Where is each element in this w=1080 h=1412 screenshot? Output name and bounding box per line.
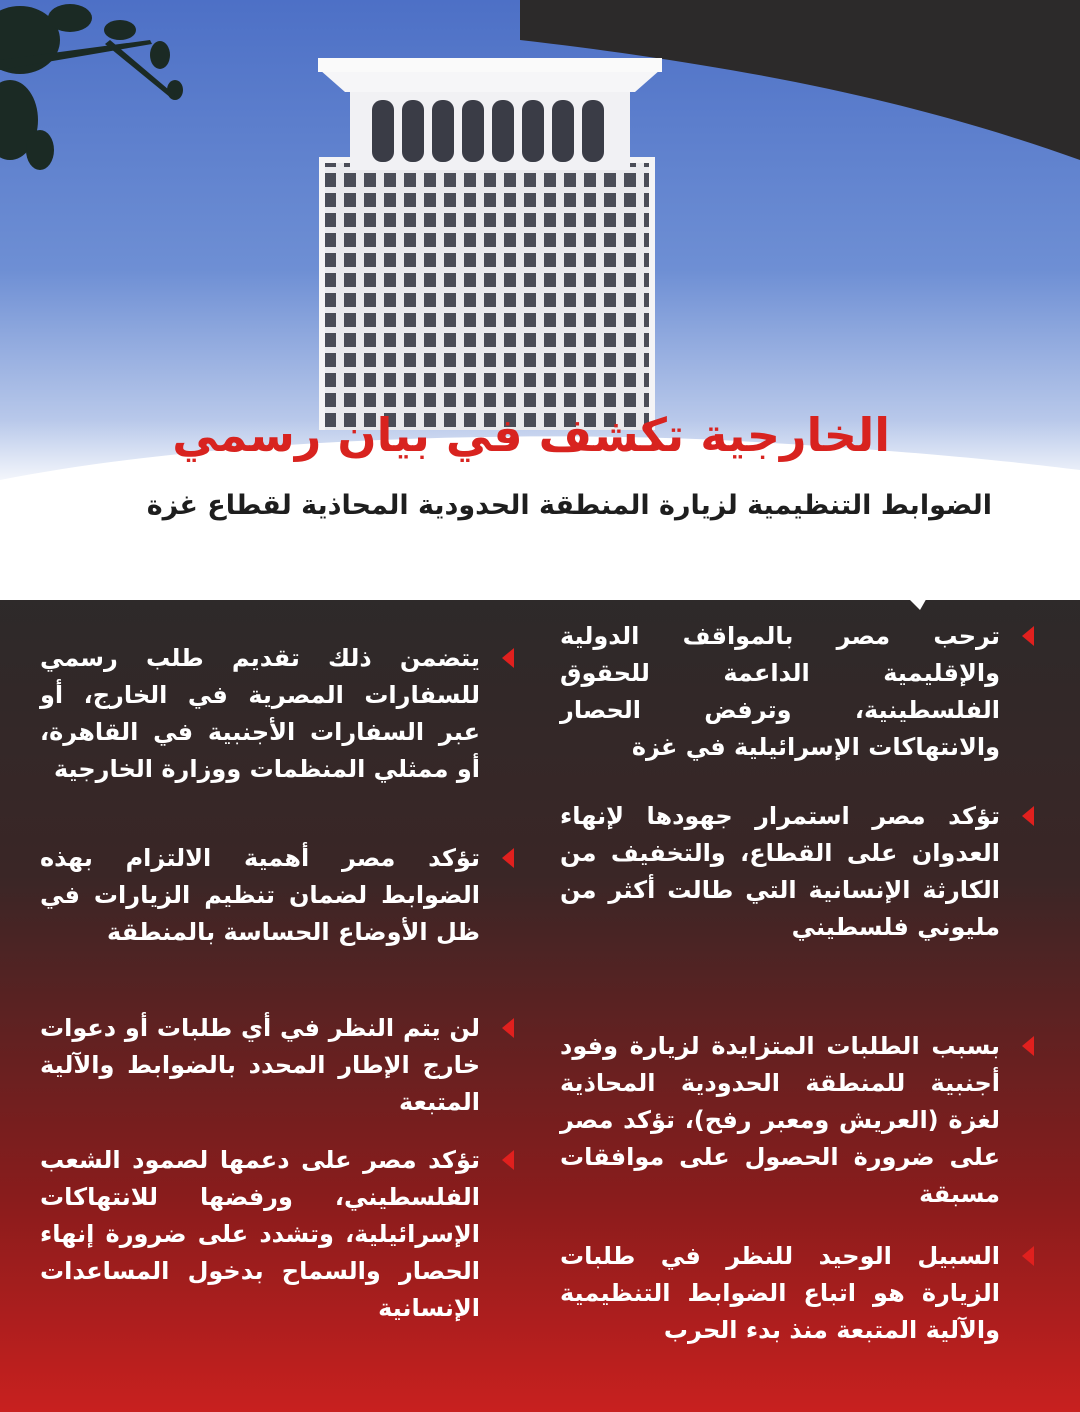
bullet-arrow-icon [502, 1150, 514, 1170]
statement-item [40, 1010, 480, 1142]
statement-item [40, 640, 480, 840]
page-subtitle: الضوابط التنظيمية لزيارة المنطقة الحدودية المحاذية لقطاع غزة [146, 490, 992, 521]
bullet-arrow-icon [502, 648, 514, 668]
statement-item [40, 1142, 480, 1327]
bullet-arrow-icon [1022, 1036, 1034, 1056]
bullet-arrow-icon [1022, 1246, 1034, 1266]
statement-item [560, 1028, 1000, 1238]
statement-text: بسبب الطلبات المتزايدة لزيارة وفود أجنبية للمنطقة الحدودية المحاذية لغزة (العريش ومعبر رفح)، تؤكد مصر على ضرورة الحصول على موافقات مسبقة [560, 1032, 1000, 1208]
statement-text: لن يتم النظر في أي طلبات أو دعوات خارج الإطار المحدد بالضوابط والآلية المتبعة [40, 1014, 480, 1116]
statement-text: ترحب مصر بالمواقف الدولية والإقليمية الداعمة للحقوق الفلسطينية، وترفض الحصار والانتهاكات الإسرائيلية في غزة [560, 622, 1000, 761]
statement-text: تؤكد مصر أهمية الالتزام بهذه الضوابط لضمان تنظيم الزيارات في ظل الأوضاع الحساسة بالمنطقة [40, 844, 480, 946]
statement-item [560, 1238, 1000, 1349]
statement-item [560, 798, 1000, 1028]
bullet-arrow-icon [1022, 806, 1034, 826]
statement-text: السبيل الوحيد للنظر في طلبات الزيارة هو اتباع الضوابط التنظيمية والآلية المتبعة منذ بدء الحرب [560, 1242, 1000, 1344]
page-title: الخارجية تكشف في بيان رسمي [172, 408, 890, 462]
ministry-building-graphic [300, 30, 680, 430]
right-column [560, 618, 1000, 1349]
bullet-arrow-icon [502, 848, 514, 868]
bullet-arrow-icon [1022, 626, 1034, 646]
statement-text: يتضمن ذلك تقديم طلب رسمي للسفارات المصرية في الخارج، أو عبر السفارات الأجنبية في القاهرة، أو ممثلي المنظمات ووزارة الخارجية [40, 644, 480, 783]
bullet-arrow-icon [502, 1018, 514, 1038]
statement-item [560, 618, 1000, 798]
left-column [40, 640, 480, 1327]
tree-leaves-graphic [0, 0, 190, 190]
statement-text: تؤكد مصر على دعمها لصمود الشعب الفلسطيني، ورفضها للانتهاكات الإسرائيلية، وتشدد على ضرورة إنهاء الحصار والسماح بدخول المساعدات الإنسانية [40, 1146, 480, 1322]
statement-text: تؤكد مصر استمرار جهودها لإنهاء العدوان على القطاع، والتخفيف من الكارثة الإنسانية التي طالت أكثر من مليوني فلسطيني [560, 802, 1000, 941]
statement-item [40, 840, 480, 1010]
